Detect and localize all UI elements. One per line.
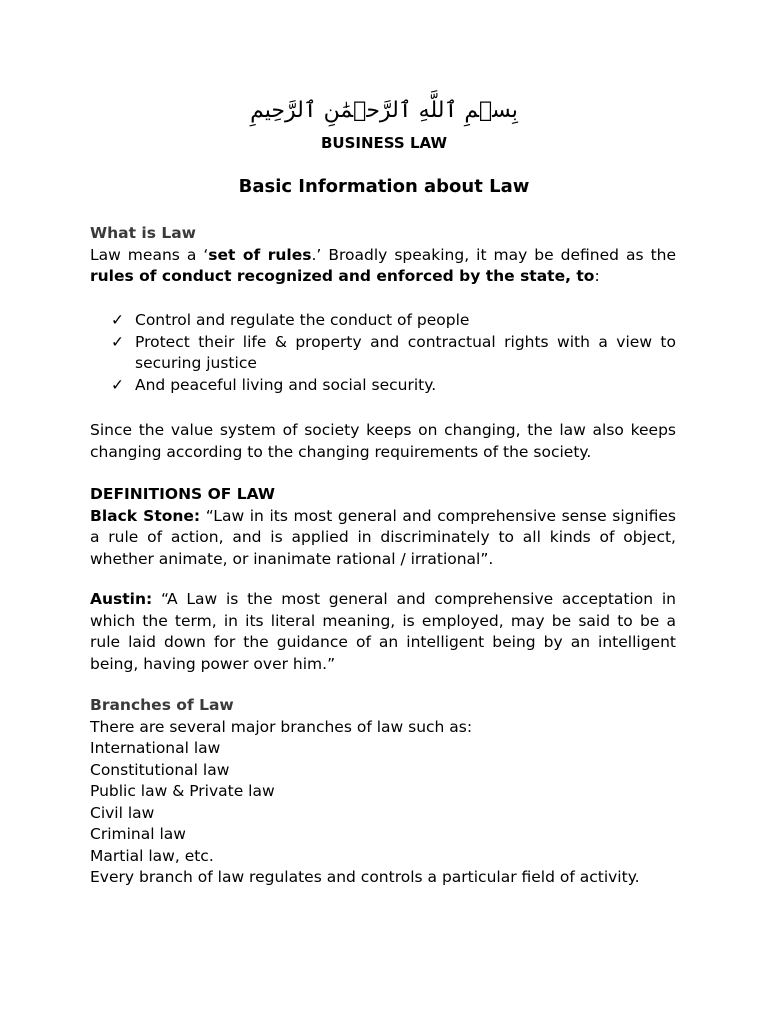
document-heading: Basic Information about Law	[238, 176, 530, 197]
law-definition-text-a: Law means a ‘	[90, 245, 209, 264]
check-icon: ✓	[111, 311, 124, 329]
purpose-checklist	[90, 310, 676, 396]
law-definition-text-e: :	[594, 267, 600, 285]
branches-list	[90, 738, 676, 867]
list-item: International law	[90, 739, 221, 757]
branches-heading: Branches of Law	[90, 696, 234, 714]
check-icon: ✓	[111, 375, 124, 394]
checklist-item-text: Protect their life & property and contractual rights with a view to securing justice	[135, 332, 676, 372]
checklist-item	[90, 332, 676, 375]
list-item: Public law & Private law	[90, 782, 275, 800]
set-of-rules-emphasis: set of rules	[208, 245, 312, 264]
law-definition-text-c: .’ Broadly speaking, it may be defined as the	[311, 245, 677, 264]
blackstone-definition	[90, 506, 676, 571]
list-item: Civil law	[90, 803, 155, 822]
blackstone-label: Black Stone:	[90, 506, 201, 525]
checklist-item-text: Control and regulate the conduct of people	[135, 311, 470, 329]
document-title: BUSINESS LAW	[321, 134, 447, 152]
definitions-section	[90, 484, 676, 570]
check-icon: ✓	[111, 332, 124, 351]
law-definition-paragraph	[90, 245, 676, 288]
definitions-heading: DEFINITIONS OF LAW	[90, 485, 276, 503]
checklist-item	[90, 310, 676, 332]
what-is-law-heading: What is Law	[90, 224, 196, 242]
changing-law-paragraph: Since the value system of society keeps on changing, the law also keeps changing according to the changing requirements of the society.	[90, 421, 676, 461]
bismillah-calligraphy: بِسۡمِ ٱللَّهِ ٱلرَّحۡمَٰنِ ٱلرَّحِيمِ	[250, 98, 518, 123]
austin-label: Austin:	[90, 590, 153, 608]
austin-text: “A Law is the most general and comprehensive acceptation in which the term, in its literal meaning, is employed, may be said to be a rule laid down for the guidance of an intelligent being by an intelligent being, having power over him.”	[90, 590, 676, 673]
branches-section	[90, 695, 676, 889]
branches-closing: Every branch of law regulates and controls a particular field of activity.	[90, 868, 640, 886]
checklist-item	[90, 375, 676, 397]
austin-definition	[90, 589, 676, 675]
rules-of-conduct-emphasis: rules of conduct recognized and enforced by the state, to	[90, 267, 595, 285]
list-item: Martial law, etc.	[90, 846, 214, 865]
what-is-law-section	[90, 223, 676, 288]
blackstone-text: “Law in its most general and comprehensive sense signifies a rule of action, and is applied in discriminately to all kinds of object, whether animate, or inanimate rational / irrational”.	[90, 506, 676, 568]
branches-intro: There are several major branches of law such as:	[90, 717, 473, 736]
list-item: Constitutional law	[90, 760, 230, 779]
list-item: Criminal law	[90, 825, 186, 843]
checklist-item-text: And peaceful living and social security.	[135, 375, 437, 394]
